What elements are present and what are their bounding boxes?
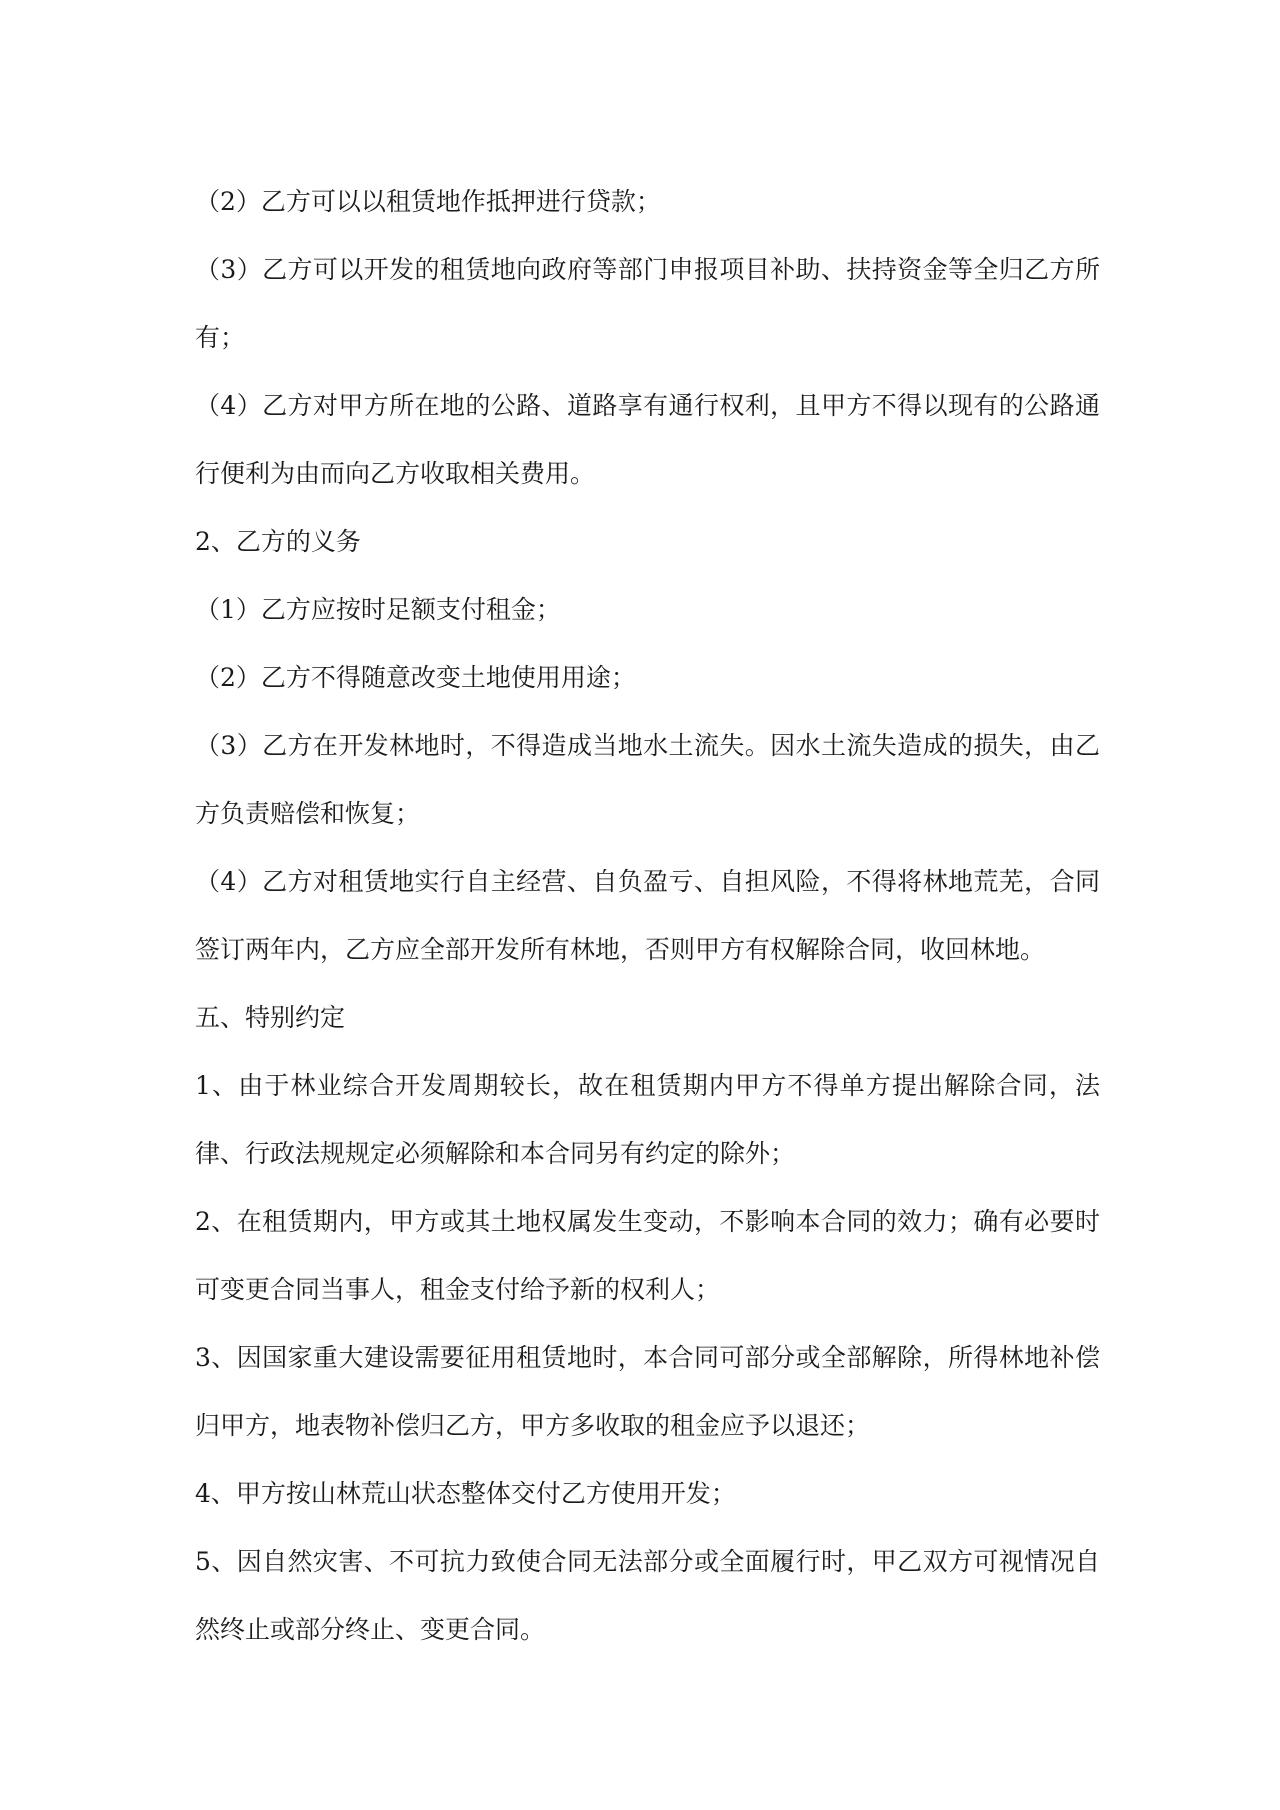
special-term-1: 1、由于林业综合开发周期较长，故在租赁期内甲方不得单方提出解除合同，法律、行政法规规定必须解除和本合同另有约定的除外； [195,1071,1100,1168]
document-body [195,168,1100,1664]
clause-2-mortgage: （2）乙方可以以租赁地作抵押进行贷款； [195,187,661,216]
obligation-4-development: （4）乙方对租赁地实行自主经营、自负盈亏、自担风险，不得将林地荒芜，合同签订两年内，乙方应全部开发所有林地，否则甲方有权解除合同，收回林地。 [195,867,1100,964]
special-term-4: 4、甲方按山林荒山状态整体交付乙方使用开发； [195,1479,736,1508]
section-heading-obligations: 2、乙方的义务 [195,527,361,556]
special-term-3: 3、因国家重大建设需要征用租赁地时，本合同可部分或全部解除，所得林地补偿归甲方，地表物补偿归乙方，甲方多收取的租金应予以退还； [195,1343,1100,1440]
obligation-2-land-use: （2）乙方不得随意改变土地使用用途； [195,663,636,692]
section-heading-special-terms: 五、特别约定 [195,1003,346,1032]
obligation-1-rent: （1）乙方应按时足额支付租金； [195,595,561,624]
clause-4-road-access: （4）乙方对甲方所在地的公路、道路享有通行权利，且甲方不得以现有的公路通行便利为由而向乙方收取相关费用。 [195,391,1100,488]
obligation-3-erosion: （3）乙方在开发林地时，不得造成当地水土流失。因水土流失造成的损失，由乙方负责赔偿和恢复； [195,731,1100,828]
special-term-2: 2、在租赁期内，甲方或其土地权属发生变动，不影响本合同的效力；确有必要时可变更合同当事人，租金支付给予新的权利人； [195,1207,1100,1304]
clause-3-subsidy: （3）乙方可以开发的租赁地向政府等部门申报项目补助、扶持资金等全归乙方所有； [195,255,1100,352]
special-term-5: 5、因自然灾害、不可抗力致使合同无法部分或全面履行时，甲乙双方可视情况自然终止或部分终止、变更合同。 [195,1547,1100,1644]
